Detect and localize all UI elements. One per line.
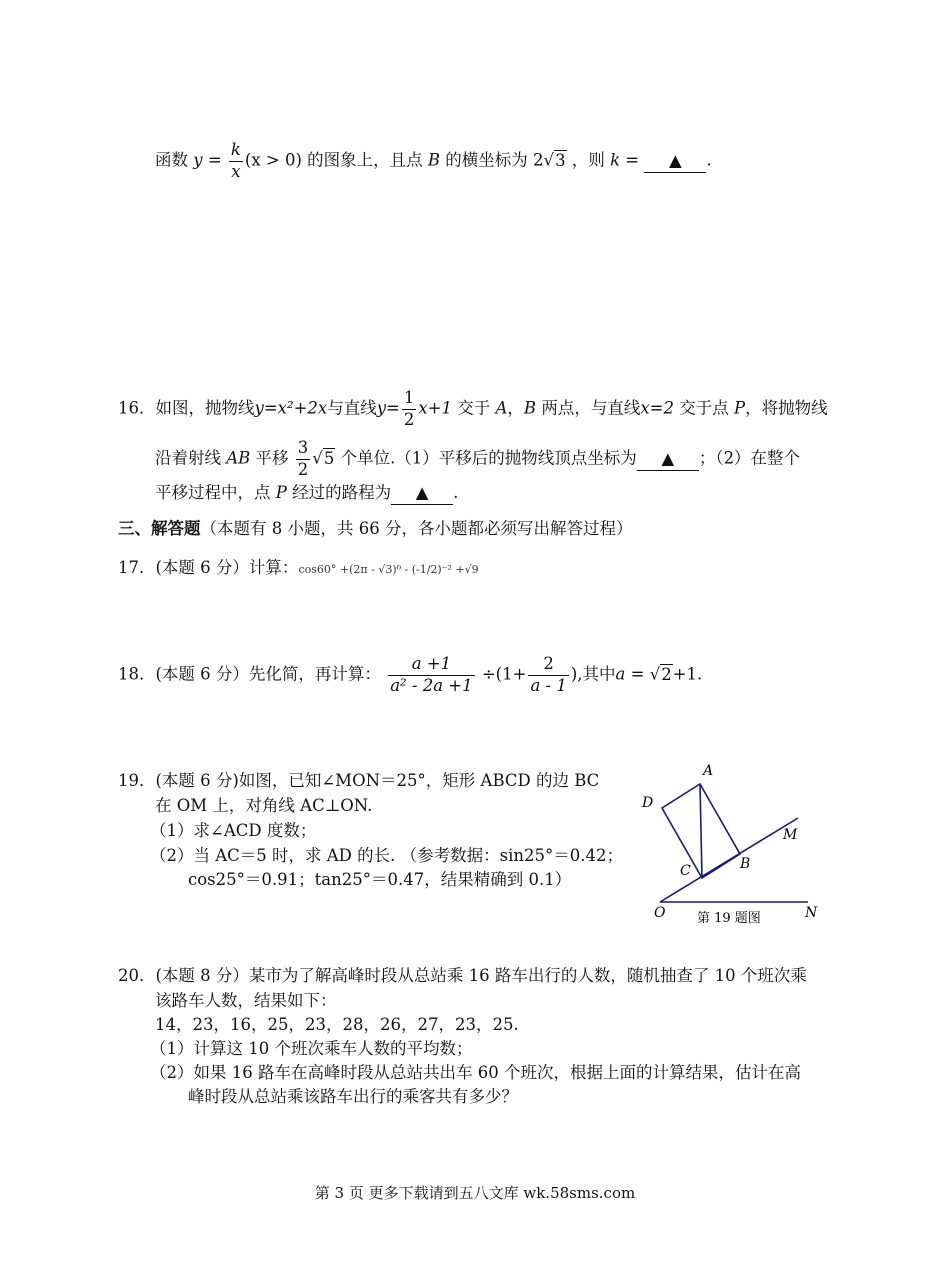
svg-text:D: D [642,795,654,811]
answer-blank[interactable]: ▲ [644,150,706,173]
q16-shift-fraction: $\frac{3}{2}$ [297,438,309,479]
q15-continuation: 函数 y = $\frac{k}{x}$ (x > 0) 的图象上，且点 B 的横坐标为 2√3 ，则 k = ▲ . [155,140,712,181]
q17-expression: cos60° +(2π - √3)⁰ - (-1/2)⁻² +√9 [298,563,479,576]
answer-blank[interactable]: ▲ [637,448,699,471]
q19-line4: （2）当 AC＝5 时，求 AD 的长. （参考数据：sin25°＝0.42； [150,846,624,865]
svg-text:N: N [805,905,818,921]
line-om [660,818,798,902]
q16-fraction: $\frac{1}{2}$ [403,388,415,429]
q18-fraction-2: $\frac{2}{a - 1}$ [530,654,567,695]
q16-line3: 平移过程中，点 P 经过的路程为 ▲ . [155,482,458,505]
answer-blank[interactable]: ▲ [391,482,453,505]
svg-text:M: M [783,827,798,843]
svg-text:C: C [680,863,691,879]
svg-text:A: A [703,763,714,779]
q20-line6: 峰时段从总站乘该路车出行的乘客共有多少？ [188,1087,518,1106]
q18: 18．(本题 6 分）先化简，再计算： $\frac{a +1}{\text{a² - 2a +1}}$ ÷(1+ $\frac{2}{a - 1}$ ),其中a = √2+1. [118,654,703,695]
q20-line2: 该路车人数，结果如下： [155,991,337,1010]
diagonal-ac [700,784,702,878]
q17: 17．(本题 6 分）计算：cos60° +(2π - √3)⁰ - (-1/2)⁻² +√9 [118,558,479,577]
q19-figure [640,760,830,930]
q16-line1: 16．如图，抛物线y=x²+2x与直线y= $\frac{1}{2}$ x+1 交于 A，B 两点，与直线x=2 交于点 P，将抛物线 [118,388,828,429]
q19-line5: cos25°＝0.91；tan25°＝0.47，结果精确到 0.1） [188,870,572,889]
q20-data: 14，23，16，25，23，28，26，27，23，25. [155,1015,519,1034]
q16-line2: 沿着射线 AB 平移 $\frac{3}{2}$ √5 个单位.（1）平移后的抛物线顶点坐标为 ▲ ；（2）在整个 [155,438,801,479]
q20-line1: 20．(本题 8 分）某市为了解高峰时段从总站乘 16 路车出行的人数，随机抽查了 10 个班次乘 [118,966,807,985]
q19-line1: 19．(本题 6 分)如图，已知∠MON＝25°，矩形 ABCD 的边 BC [118,771,600,790]
q18-fraction: $\frac{a +1}{\text{a² - 2a +1}}$ [390,654,473,695]
q19-line3: （1）求∠ACD 度数； [150,821,317,840]
svg-text:B: B [740,856,751,872]
svg-text:O: O [654,905,666,921]
q19-line2: 在 OM 上，对角线 AC⊥ON. [155,796,373,815]
figure-caption: 第 19 题图 [697,911,761,926]
page-footer: 第 3 页 更多下载请到五八文库 wk.58sms.com [314,1184,636,1202]
section-heading: 三、解答题（本题有 8 小题，共 66 分，各小题都必须写出解答过程） [118,519,633,538]
q20-line5: （2）如果 16 路车在高峰时段从总站共出车 60 个班次，根据上面的计算结果，估计在高 [150,1063,801,1082]
q15-fraction: $\frac{k}{x}$ [230,140,241,181]
q20-line4: （1）计算这 10 个班次乘车人数的平均数； [150,1039,473,1058]
